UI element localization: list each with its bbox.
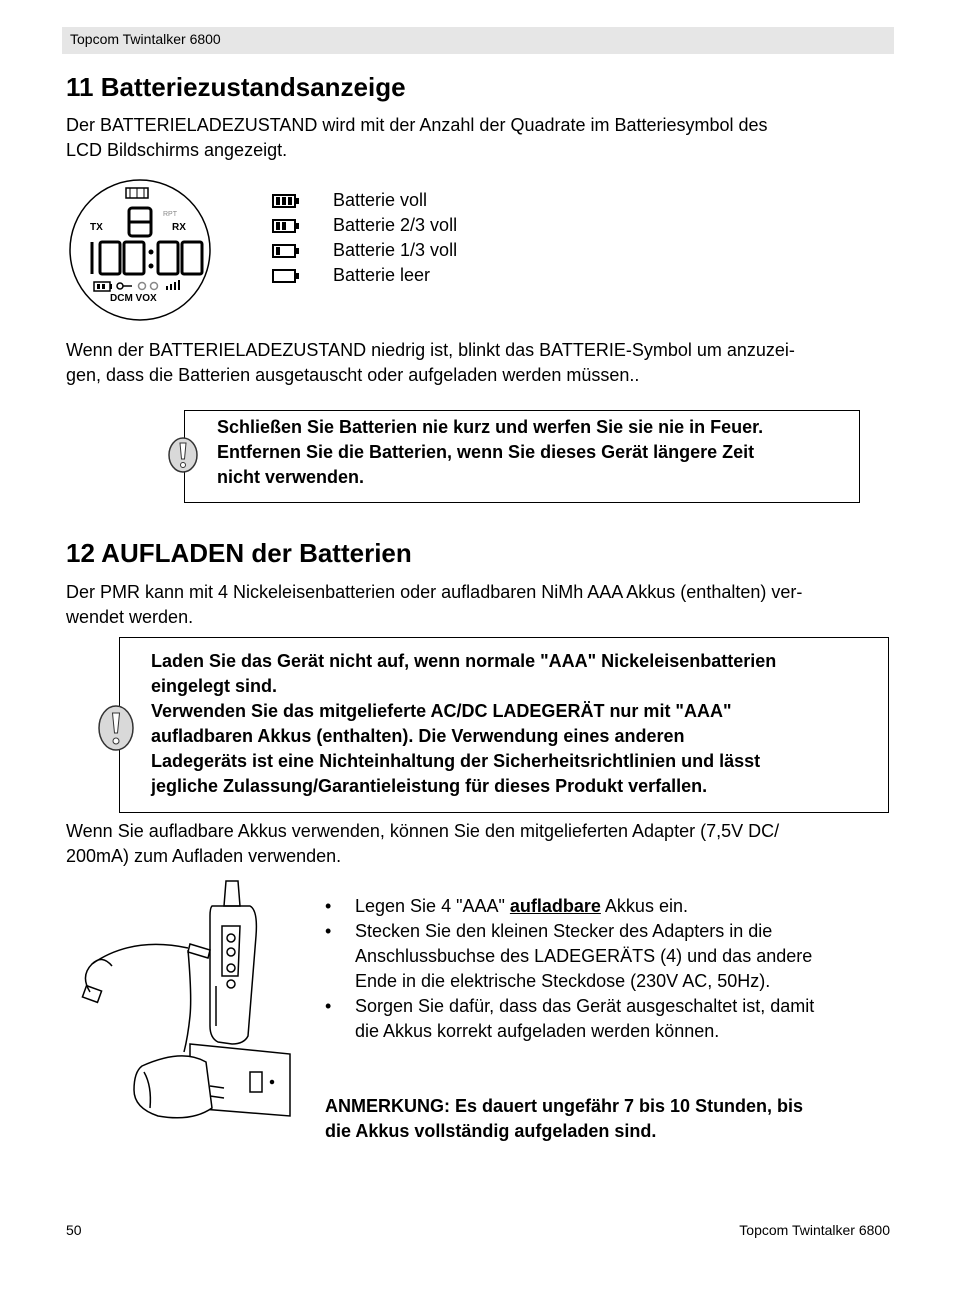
intro-line: wendet werden. — [66, 607, 194, 627]
bullet-line: Ende in die elektrische Steckdose (230V AC, 50Hz). — [355, 971, 771, 991]
intro-line: LCD Bildschirms angezeigt. — [66, 140, 288, 160]
bullet-line: die Akkus korrekt aufgeladen werden können. — [355, 1021, 720, 1041]
warning-line: Entfernen Sie die Batterien, wenn Sie dieses Gerät längere Zeit — [217, 442, 755, 462]
warning-line: Verwenden Sie das mitgelieferte AC/DC LADEGERÄT nur mit "AAA" — [151, 701, 732, 721]
battery-level-label: Batterie voll — [333, 190, 428, 210]
lcd-dcm-vox-label: DCM VOX — [110, 293, 157, 304]
lcd-rx-label: RX — [172, 222, 186, 233]
bullet-emphasis: aufladbare — [509, 896, 601, 916]
warning-line: jegliche Zulassung/Garantieleistung für dieses Produkt verfallen. — [151, 776, 708, 796]
list-item — [325, 919, 885, 994]
bullet-line: • Stecken Sie den kleinen Stecker des Adapters in die — [355, 921, 773, 941]
warning-text — [217, 415, 763, 490]
page-number: 50 — [66, 1222, 82, 1238]
battery-full-icon — [272, 188, 300, 213]
warning-icon — [96, 704, 136, 757]
lcd-rpt-label: RPT — [163, 211, 177, 218]
warning-line: eingelegt sind. — [151, 676, 278, 696]
list-item — [325, 994, 885, 1044]
note-line: ANMERKUNG: Es dauert ungefähr 7 bis 10 Stunden, bis — [325, 1096, 804, 1116]
paragraph-line: 200mA) zum Aufladen verwenden. — [66, 846, 342, 866]
section-11-heading: 11 Batteriezustandsanzeige — [66, 72, 406, 102]
battery-level-label: Batterie leer — [333, 265, 431, 285]
note-line: die Akkus vollständig aufgeladen sind. — [325, 1121, 657, 1141]
section-11-intro — [66, 113, 768, 163]
intro-line: Der PMR kann mit 4 Nickeleisenbatterien oder aufladbaren NiMh AAA Akkus (enthalten) ver- — [66, 582, 803, 602]
footer-title: Topcom Twintalker 6800 — [739, 1222, 890, 1238]
section-12-heading: 12 AUFLADEN der Batterien — [66, 538, 412, 568]
header-title: Topcom Twintalker 6800 — [70, 31, 221, 47]
warning-line: Schließen Sie Batterien nie kurz und werfen Sie sie nie in Feuer. — [217, 417, 764, 437]
warning-line: Laden Sie das Gerät nicht auf, wenn normale "AAA" Nickeleisenbatterien — [151, 651, 777, 671]
battery-level-label: Batterie 2/3 voll — [333, 215, 458, 235]
bullet-text: Legen Sie 4 "AAA" — [355, 896, 510, 916]
battery-level-label: Batterie 1/3 voll — [333, 240, 458, 260]
paragraph-line: gen, dass die Batterien ausgetauscht oder aufgeladen werden müssen.. — [66, 365, 640, 385]
charging-steps-list — [325, 894, 885, 1044]
intro-line: Der BATTERIELADEZUSTAND wird mit der Anzahl der Quadrate im Batteriesymbol des — [66, 115, 768, 135]
warning-line: aufladbaren Akkus (enthalten). Die Verwendung eines anderen — [151, 726, 685, 746]
charging-note — [325, 1094, 803, 1144]
warning-line: nicht verwenden. — [217, 467, 365, 487]
lcd-tx-label: TX — [90, 222, 103, 233]
paragraph-line: Wenn der BATTERIELADEZUSTAND niedrig ist, blinkt das BATTERIE-Symbol um anzuzei- — [66, 340, 795, 360]
battery-one-third-icon — [272, 238, 300, 263]
adapter-paragraph — [66, 819, 779, 869]
warning-line: Ladegeräts ist eine Nichteinhaltung der Sicherheitsrichtlinien und lässt — [151, 751, 761, 771]
warning-text — [151, 649, 776, 799]
bullet-line: • Sorgen Sie dafür, dass das Gerät ausgeschaltet ist, damit — [355, 996, 815, 1016]
lcd-display-illustration — [68, 178, 212, 322]
list-item — [325, 894, 885, 919]
charger-illustration — [72, 876, 294, 1122]
battery-empty-icon — [272, 263, 300, 288]
battery-low-paragraph — [66, 338, 795, 388]
bullet-line: Anschlussbuchse des LADEGERÄTS (4) und das andere — [355, 946, 813, 966]
section-12-intro — [66, 580, 802, 630]
warning-icon — [166, 436, 200, 479]
bullet-text: Akkus ein. — [600, 896, 688, 916]
paragraph-line: Wenn Sie aufladbare Akkus verwenden, können Sie den mitgelieferten Adapter (7,5V DC/ — [66, 821, 780, 841]
battery-two-thirds-icon — [272, 213, 300, 238]
